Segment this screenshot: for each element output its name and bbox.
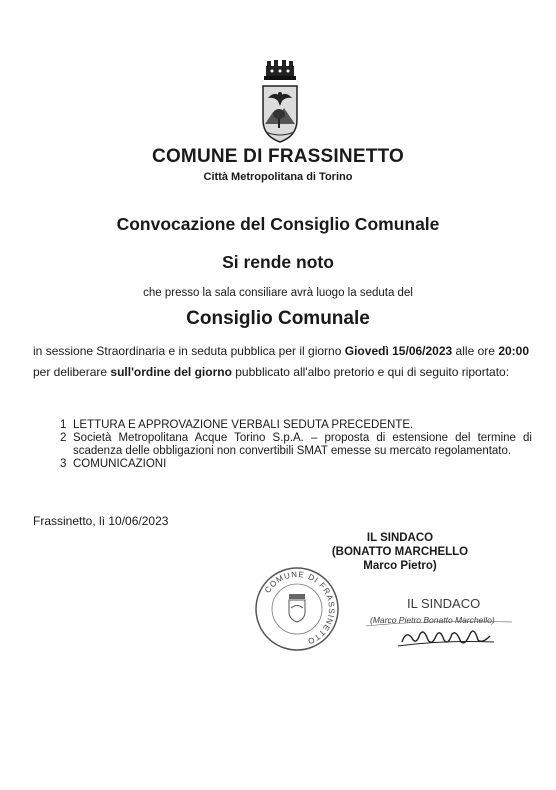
signatory-role: IL SINDACO: [366, 532, 434, 544]
agenda-item-text: Società Metropolitana Acque Torino S.p.A. – proposta di estensione del termine di scadenza delle obbligazioni non convertibili SMAT emesse su mercato regolamentato.: [73, 432, 532, 457]
stamp-name: (Marco Pietro Bonatto Marchello): [370, 615, 495, 625]
organization-name: COMUNE DI FRASSINETTO: [152, 146, 404, 167]
agenda-item-number: 2: [60, 432, 67, 444]
stamp-role: IL SINDACO: [407, 596, 481, 611]
signature-stamp: [362, 590, 532, 652]
agenda-item: [60, 432, 532, 458]
coat-of-arms-crest: [258, 58, 302, 146]
session-paragraph: [33, 341, 529, 383]
agenda-item-text: LETTURA E APPROVAZIONE VERBALI SEDUTA PRECEDENTE.: [73, 419, 414, 431]
agenda-item-text: COMUNICAZIONI: [73, 458, 167, 470]
body-text-part: per deliberare: [33, 365, 111, 379]
intro-text: che presso la sala consiliare avrà luogo la seduta del: [143, 287, 413, 299]
signatory-name: (BONATTO MARCHELLO Marco Pietro): [331, 546, 469, 572]
body-text-part: in sessione Straordinaria e in seduta pubblica per il giorno: [33, 344, 345, 358]
notice-heading: Si rende noto: [222, 252, 334, 272]
agenda-list: [60, 419, 532, 471]
agenda-item-number: 3: [60, 458, 67, 470]
agenda-reference: sull'ordine del giorno: [110, 365, 232, 379]
council-heading: Consiglio Comunale: [186, 308, 370, 329]
place-and-date: Frassinetto, lì 10/06/2023: [33, 514, 169, 528]
session-time: 20:00: [498, 344, 530, 358]
session-date: Giovedì 15/06/2023: [344, 344, 453, 358]
document-title: Convocazione del Consiglio Comunale: [116, 214, 440, 234]
signatory-block: [320, 531, 480, 573]
municipal-seal: [254, 566, 340, 652]
agenda-item: [60, 458, 532, 471]
organization-subtitle: Città Metropolitana di Torino: [203, 171, 353, 183]
body-text-part: alle ore: [452, 344, 499, 358]
agenda-item: [60, 419, 532, 432]
agenda-item-number: 1: [60, 419, 67, 431]
body-text-part: pubblicato all'albo pretorio e qui di seguito riportato:: [231, 365, 510, 379]
svg-text:COMUNE DI FRASSINETTO: COMUNE DI FRASSINETTO: [263, 569, 337, 647]
